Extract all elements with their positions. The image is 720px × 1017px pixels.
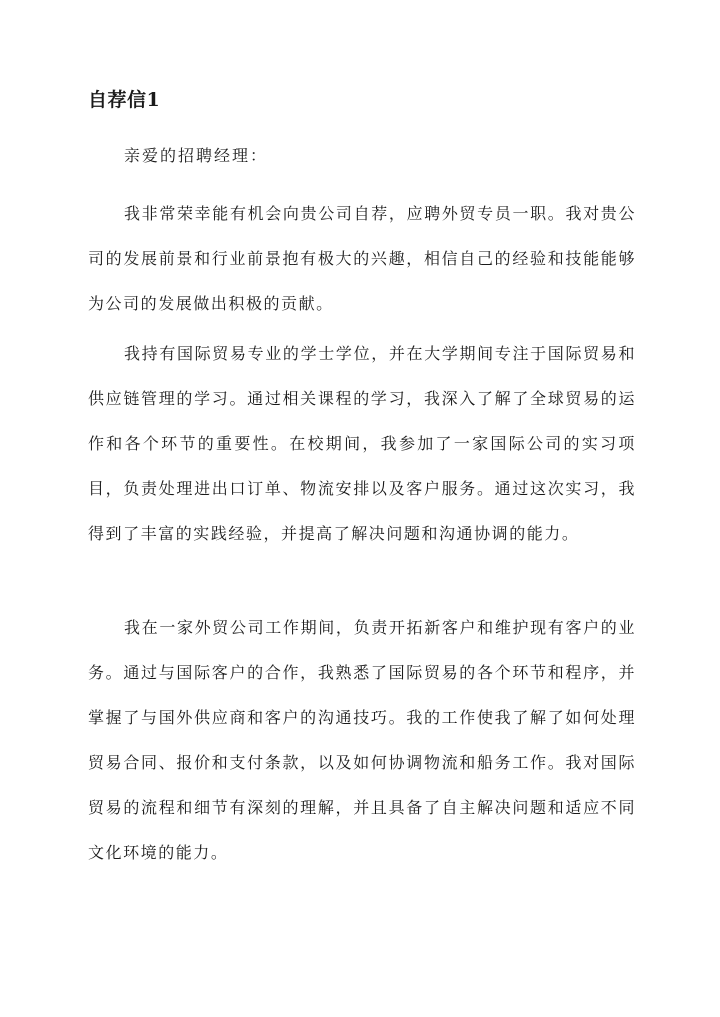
letter-paragraph-3: 我在一家外贸公司工作期间，负责开拓新客户和维护现有客户的业务。通过与国际客户的合作，我熟悉了国际贸易的各个环节和程序，并掌握了与国外供应商和客户的沟通技巧。我的工作使我了解了如何处理贸易合同、报价和支付条款，以及如何协调物流和船务工作。我对国际贸易的流程和细节有深刻的理解，并且具备了自主解决问题和适应不同文化环境的能力。 bbox=[88, 618, 636, 862]
letter-greeting: 亲爱的招聘经理： bbox=[124, 146, 269, 165]
letter-paragraph-1: 我非常荣幸能有机会向贵公司自荐，应聘外贸专员一职。我对贵公司的发展前景和行业前景抱有极大的兴趣，相信自己的经验和技能能够为公司的发展做出积极的贡献。 bbox=[88, 204, 636, 313]
letter-paragraph-2: 我持有国际贸易专业的学士学位，并在大学期间专注于国际贸易和供应链管理的学习。通过相关课程的学习，我深入了解了全球贸易的运作和各个环节的重要性。在校期间，我参加了一家国际公司的实习项目，负责处理进出口订单、物流安排以及客户服务。通过这次实习，我得到了丰富的实践经验，并提高了解决问题和沟通协调的能力。 bbox=[88, 344, 636, 543]
letter-title: 自荐信1 bbox=[88, 89, 161, 111]
